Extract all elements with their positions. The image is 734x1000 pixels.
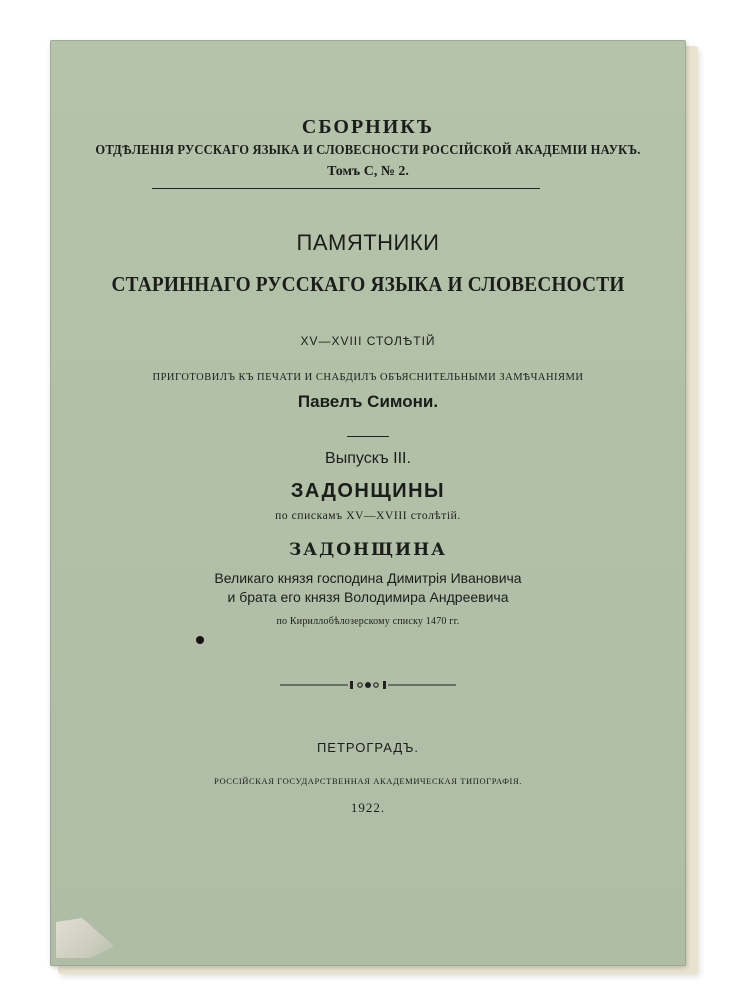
centuries-subtitle: XV—XVIII СТОЛѢТІЙ	[300, 334, 436, 348]
manuscript-note: по Кириллобѣлозерскому списку 1470 гг.	[276, 616, 460, 627]
issue-number: Выпускъ III.	[325, 450, 411, 467]
section-subtitle: по спискамъ XV—XVIII столѣтій.	[275, 510, 461, 522]
main-title-line-1: ПАМЯТНИКИ	[296, 230, 440, 255]
publication-city: ПЕТРОГРАДЪ.	[316, 740, 420, 755]
author-name: Павелъ Симони.	[297, 392, 439, 411]
section-title: ЗАДОНЩИНЫ	[290, 480, 446, 502]
printer-name: РОССІЙСКАЯ ГОСУДАРСТВЕННАЯ АКАДЕМИЧЕСКАЯ ТИПОГРАФІЯ.	[214, 776, 522, 786]
author-divider	[347, 436, 389, 437]
publication-year: 1922.	[350, 800, 386, 815]
series-subtitle: ОТДѢЛЕНІЯ РУССКАГО ЯЗЫКА И СЛОВЕСНОСТИ РОССІЙСКОЙ АКАДЕМІИ НАУКЪ.	[95, 142, 641, 157]
book-cover	[50, 40, 686, 966]
header-divider	[152, 188, 540, 189]
work-description-line-2: и брата его князя Володимира Андреевича	[227, 589, 509, 605]
series-title: СБОРНИКЪ	[301, 116, 435, 138]
volume-number: Томъ С, № 2.	[327, 164, 409, 179]
ink-spot	[196, 636, 204, 644]
main-title-line-2: СТАРИННАГО РУССКАГО ЯЗЫКА И СЛОВЕСНОСТИ	[111, 272, 625, 296]
work-title: ЗАДОНЩИНА	[288, 540, 448, 560]
work-description-line-1: Великаго князя господина Димитрія Ивановича	[214, 570, 522, 586]
ornament-divider	[280, 678, 456, 692]
prepared-by-line: ПРИГОТОВИЛЪ КЪ ПЕЧАТИ И СНАБДИЛЪ ОБЪЯСНИТЕЛЬНЫМИ ЗАМѢЧАНІЯМИ	[152, 372, 584, 383]
